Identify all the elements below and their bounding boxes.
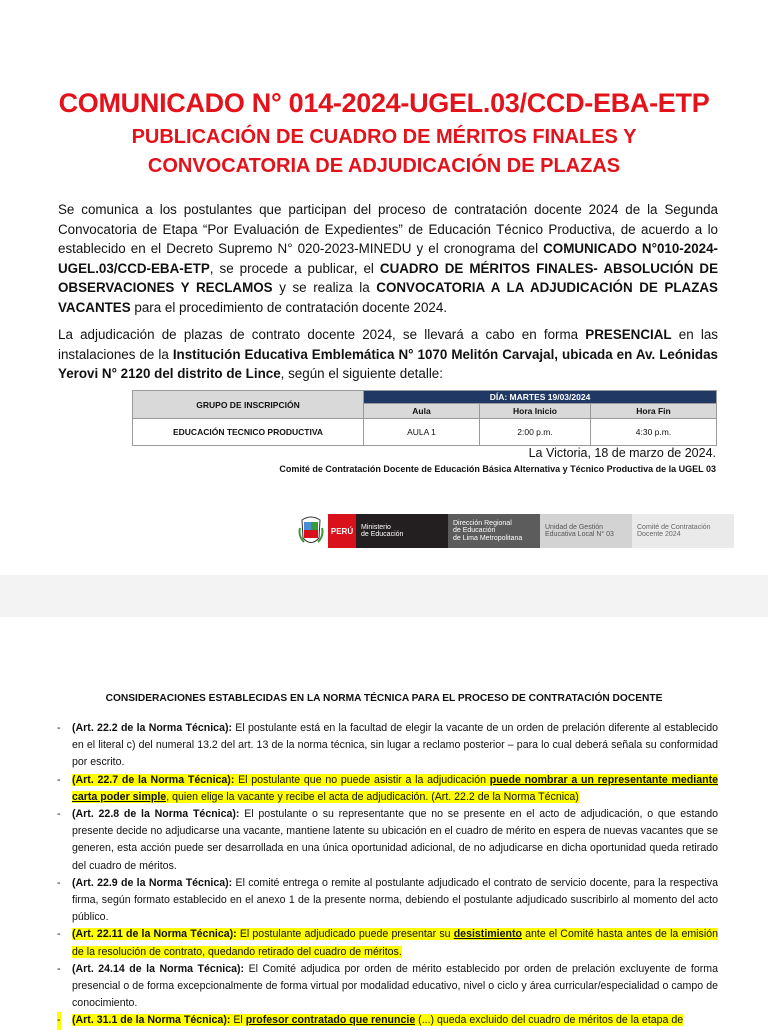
- article-label: (Art. 22.11 de la Norma Técnica):: [72, 928, 237, 941]
- ugel-logo: [540, 514, 632, 548]
- ministerio-line-1: Ministerio: [361, 523, 391, 531]
- page-title: COMUNICADO N° 014-2024-UGEL.03/CCD-EBA-ETP: [58, 88, 710, 118]
- intro-text-c: , se procede a publicar, el: [209, 260, 380, 276]
- intro-convocatoria: CONVOCATORIA A LA ADJUDICACIÓN DE PLAZAS VACANTES: [58, 280, 718, 315]
- list-item: - (Art. 31.1 de la Norma Técnica): El profesor contratado que renuncie (...) queda excluido del cuadro de méritos de la etapa de: [72, 1012, 718, 1029]
- article-label: (Art. 22.9 de la Norma Técnica):: [72, 876, 233, 889]
- list-item: - (Art. 22.2 de la Norma Técnica): El postulante está en la facultad de elegir la vacante de un orden de prelación diferente al establecido en el literal c) del numeral 13.2 del art. 13 de la norma técnica, sin lugar a reclamo posterior – para lo cual deberá señala su conformidad por escrito.: [57, 722, 718, 769]
- page-separator: [0, 575, 768, 617]
- comite-line-1: Comité de Contratación: [637, 523, 711, 531]
- venue-institution: Institución Educativa Emblemática N° 1070 Melitón Carvajal, ubicada en Av. Leónidas Yerovi N° 2120 del distrito de Lince: [58, 346, 718, 382]
- article-label: (Art. 22.7 de la Norma Técnica):: [72, 773, 235, 786]
- list-item: - (Art. 22.8 de la Norma Técnica): El postulante o su representante que no se presente en el acto de adjudicación, o que estando presente decide no adjudicarse una vacante, mantiene latente su ubicación en el cuadro de mérito en espera de nuevas vacantes que se generen, esta acción puede ser desarrollada en una única oportunidad adicional, de no adjudicarse en dicha oportunidad queda retirado del cuadro de méritos.: [57, 808, 718, 872]
- day-header: DÍA: MARTES 19/03/2024: [364, 391, 717, 404]
- article-emphasis: puede nombrar a un representante mediante carta poder simple: [72, 773, 719, 803]
- date-line: La Victoria, 18 de marzo de 2024.: [528, 446, 716, 460]
- aula-header: Aula: [364, 404, 480, 419]
- intro-comunicado-ref: COMUNICADO N°010-2024-UGEL.03/CCD-EBA-ETP: [58, 241, 718, 276]
- hora-fin-header: Hora Fin: [591, 404, 717, 419]
- article-text: El comité entrega o remite al postulante adjudicado el contrato de servicio docente, para la respectiva firma, según formato establecido en el anexo 1 de la presente norma, debiendo el postulante adjudicado suscribirlo al momento del acto público.: [72, 876, 718, 924]
- subtitle-line-2: CONVOCATORIA DE ADJUDICACIÓN DE PLAZAS: [147, 155, 621, 177]
- comite-line-2: Docente 2024: [637, 531, 681, 538]
- institutional-logo-strip: [298, 514, 734, 548]
- article-text: , quien elige la vacante y recibe el acta de adjudicación. (Art. 22.2 de la Norma Técnica): [166, 790, 579, 803]
- page-subtitle: [0, 123, 768, 181]
- article-text: El postulante está en la facultad de elegir la vacante de un orden de prelación diferente al establecido en el literal c) del numeral 13.2 del art. 13 de la norma técnica, sin lugar a reclamo posterior – para lo cual deberá señala su conformidad por escrito.: [72, 722, 718, 769]
- direccion-regional-logo: [448, 514, 540, 548]
- intro-text-e: y se realiza la: [272, 280, 377, 296]
- intro-text-a: Se comunica a los postulantes que participan del proceso de contratación docente 2024 de la Segunda Convocatoria de Etapa “Por Evaluación de Expedientes” de Educación Técnico Productiva, de acuerdo a lo establecido en el Decreto Supremo N° 020-2023-MINEDU y el cronograma del: [58, 202, 718, 257]
- considerations-title: CONSIDERACIONES ESTABLECIDAS EN LA NORMA TÉCNICA PARA EL PROCESO DE CONTRATACIÓN DOCENTE: [105, 693, 663, 704]
- table-row: [133, 419, 717, 446]
- direccion-line-2: de Educación: [453, 527, 496, 535]
- list-item: - (Art. 22.9 de la Norma Técnica): El comité entrega o remite al postulante adjudicado el contrato de servicio docente, para la respectiva firma, según formato establecido en el anexo 1 de la presente norma, debiendo el postulante adjudicado suscribirlo al momento del acto público.: [57, 876, 718, 924]
- venue-text-c: en las instalaciones de la: [58, 327, 718, 362]
- article-label: (Art. 31.1 de la Norma Técnica):: [72, 1014, 231, 1027]
- intro-cuadro-meritos: CUADRO DE MÉRITOS FINALES- ABSOLUCIÓN DE OBSERVACIONES Y RECLAMOS: [58, 260, 718, 296]
- article-text: El postulante o su representante que no se presente en el acto de adjudicación, o que estando presente decide no adjudicarse una vacante, mantiene latente su ubicación en el cuadro de mérito en espera de nuevas vacantes que se generen, esta acción puede ser desarrollada en una única oportunidad adicional, de no adjudicarse en dicha oportunidad queda retirado del cuadro de méritos.: [72, 808, 718, 872]
- group-header: GRUPO DE INSCRIPCIÓN: [133, 391, 364, 419]
- venue-text-a: La adjudicación de plazas de contrato docente 2024, se llevará a cabo en forma: [58, 327, 586, 342]
- peru-logo: PERÚ: [328, 514, 356, 548]
- committee-signature: Comité de Contratación Docente de Educación Básica Alternativa y Técnico Productiva de la UGEL 03: [279, 464, 716, 474]
- list-item: - (Art. 24.14 de la Norma Técnica): El Comité adjudica por orden de mérito establecido por orden de prelación excluyente de forma presencial o de forma excepcionalmente de forma virtual por modalidad educativo, nivel o ciclo y área curricular/especialidad o campo de conocimiento.: [57, 962, 718, 1010]
- cell-hora-fin: 4:30 p.m.: [591, 419, 717, 446]
- coat-of-arms-icon: [298, 514, 324, 548]
- list-item: - (Art. 22.11 de la Norma Técnica): El postulante adjudicado puede presentar su desistimiento ante el Comité hasta antes de la emisión de la resolución de contrato, quedando retirado del cuadro de méritos.: [57, 928, 718, 958]
- venue-presencial: PRESENCIAL: [585, 327, 672, 342]
- article-text: El Comité adjudica por orden de mérito establecido por orden de prelación excluyente de forma presencial o de forma excepcionalmente de forma virtual por modalidad educativo, nivel o ciclo y área curricular/especialidad o campo de conocimiento.: [72, 962, 718, 1010]
- direccion-line-3: de Lima Metropolitana: [453, 534, 523, 542]
- list-item: - (Art. 22.7 de la Norma Técnica): El postulante que no puede asistir a la adjudicación puede nombrar a un representante mediante carta poder simple, quien elige la vacante y recibe el acta de adjudicación. (Art. 22.2 de la Norma Técnica): [57, 773, 719, 803]
- schedule-table: [132, 390, 717, 446]
- subtitle-line-1: PUBLICACIÓN DE CUADRO DE MÉRITOS FINALES Y: [131, 126, 637, 148]
- cell-group: EDUCACIÓN TECNICO PRODUCTIVA: [133, 419, 364, 446]
- cell-aula: AULA 1: [364, 419, 480, 446]
- page-2: [0, 617, 768, 1027]
- article-text: El postulante adjudicado puede presentar su: [236, 928, 454, 941]
- venue-paragraph: [58, 325, 718, 384]
- article-text: El postulante que no puede asistir a la adjudicación: [234, 773, 490, 786]
- ugel-line-2: Educativa Local N° 03: [545, 531, 614, 538]
- article-text: El: [230, 1014, 246, 1027]
- direccion-line-1: Dirección Regional: [453, 519, 512, 527]
- article-emphasis: profesor contratado que renuncie: [245, 1014, 416, 1027]
- cell-hora-inicio: 2:00 p.m.: [480, 419, 591, 446]
- article-text: ante el Comité hasta antes de la emisión de la resolución de contrato, quedando retirado del cuadro de méritos.: [72, 928, 718, 958]
- ministerio-logo: [356, 514, 448, 548]
- article-label: (Art. 22.8 de la Norma Técnica):: [72, 808, 240, 821]
- considerations-list: [57, 720, 719, 1030]
- article-label: (Art. 22.2 de la Norma Técnica):: [72, 722, 233, 734]
- comite-logo: [632, 514, 734, 548]
- article-text: (...) queda excluido del cuadro de méritos de la etapa de: [415, 1014, 684, 1027]
- venue-text-e: , según el siguiente detalle:: [280, 366, 443, 382]
- intro-text-g: para el procedimiento de contratación docente 2024.: [130, 299, 448, 315]
- ugel-line-1: Unidad de Gestión: [545, 523, 603, 531]
- ministerio-line-2: de Educación: [361, 531, 404, 538]
- article-label: (Art. 24.14 de la Norma Técnica):: [72, 962, 245, 975]
- hora-inicio-header: Hora Inicio: [480, 404, 591, 419]
- article-emphasis: desistimiento: [453, 928, 522, 941]
- intro-paragraph: [58, 200, 718, 318]
